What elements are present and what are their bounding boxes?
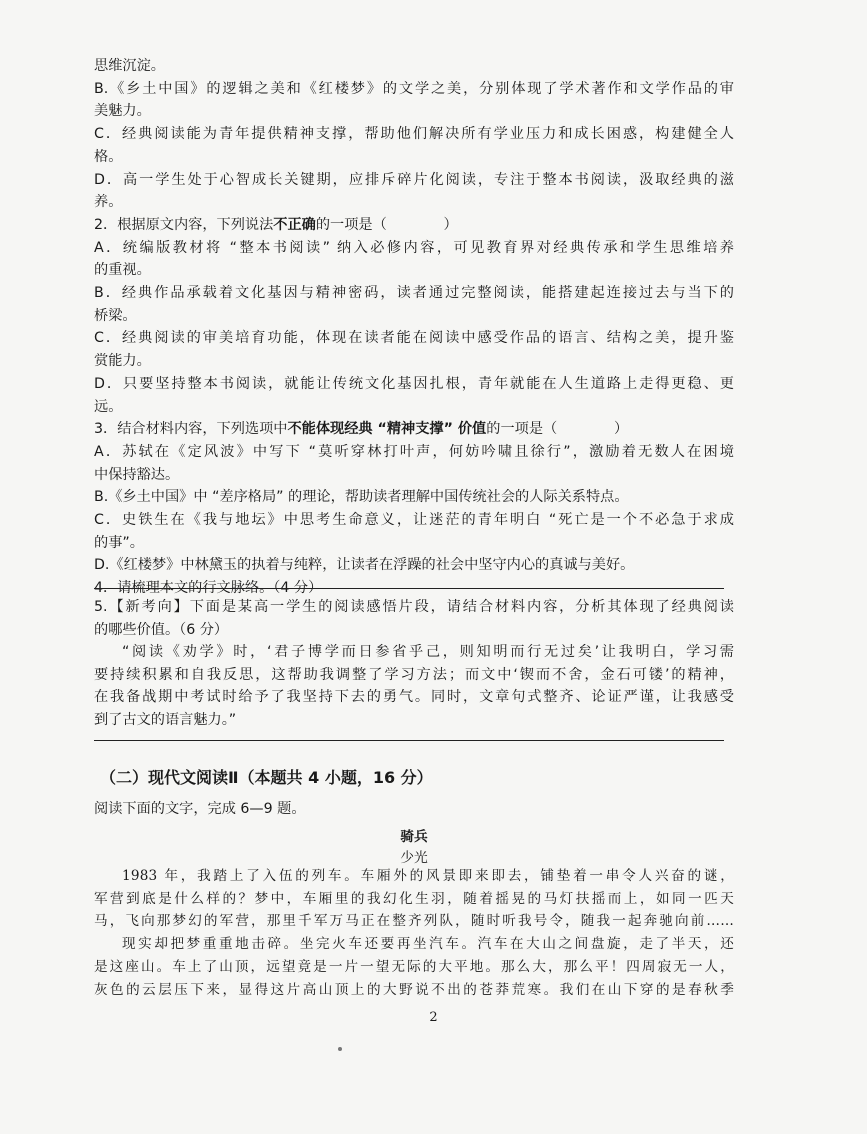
text-line xyxy=(94,418,734,440)
text-line: D．高一学生处于心智成长关键期，应排斥碎片化阅读，专注于整本书阅读，汲取经典的滋 xyxy=(94,171,734,188)
question-text: 2．根据原文内容，下列说法 xyxy=(94,216,274,233)
text-line: 在我备战期中考试时给予了我坚持下去的勇气。同时，文章句式整齐、论证严谨，让我感受 xyxy=(94,689,734,705)
text-line: D.《红楼梦》中林黛玉的执着与纯粹，让读者在浮躁的社会中坚守内心的真诚与美好。 xyxy=(94,557,635,574)
text-line: A．苏轼在《定风波》中写下 “莫听穿林打叶声，何妨吟啸且徐行”，激励着无数人在困境 xyxy=(94,443,734,460)
text-line: 中保持豁达。 xyxy=(94,466,180,483)
question-text: 的一项是（ ） xyxy=(315,216,458,233)
text-line: 的重视。 xyxy=(94,262,151,279)
text-line: “阅读《劝学》时，‘君子博学而日参省乎己，则知明而行无过矣’让我明白，学习需 xyxy=(122,644,734,660)
text-line: 现实却把梦重重地击碎。坐完火车还要再坐汽车。汽车在大山之间盘旋，走了半天，还 xyxy=(122,936,734,953)
text-line: C．经典阅读的审美培育功能，体现在读者能在阅读中感受作品的语言、结构之美，提升鉴 xyxy=(94,330,734,347)
scan-speck xyxy=(338,1047,342,1051)
text-line: 的哪些价值。（6 分） xyxy=(94,621,229,638)
text-line: 赏能力。 xyxy=(94,353,151,370)
article-author: 少光 xyxy=(400,850,428,866)
text-line: 到了古文的语言魅力。” xyxy=(94,711,237,728)
text-line: 格。 xyxy=(94,148,123,165)
text-line: 思维沉淀。 xyxy=(94,58,165,74)
text-line xyxy=(94,214,734,236)
text-line: 桥梁。 xyxy=(94,307,137,324)
text-line: 美魅力。 xyxy=(94,103,151,120)
text-line: B.《乡土中国》的逻辑之美和《红楼梦》的文学之美，分别体现了学术著作和文学作品的审 xyxy=(94,80,734,97)
text-line: 5.【新考向】下面是某高一学生的阅读感悟片段，请结合材料内容，分析其体现了经典阅读 xyxy=(94,599,734,615)
text-line: 养。 xyxy=(94,194,123,211)
question-text: 的一项是（ ） xyxy=(486,421,629,438)
text-line: 远。 xyxy=(94,398,123,415)
emphasis-text: 不能体现经典 “精神支撑” 价值 xyxy=(287,421,487,438)
emphasis-text: 不正确 xyxy=(273,216,316,233)
page-number: 2 xyxy=(429,1010,438,1025)
text-line: B.《乡土中国》中 “差序格局” 的理论，帮助读者理解中国传统社会的人际关系特点。 xyxy=(94,489,629,506)
text-line: 是这座山。车上了山顶，远望竟是一片一望无际的大平地。那么大，那么平！四周寂无一人， xyxy=(94,958,734,975)
section-instruction: 阅读下面的文字，完成 6—9 题。 xyxy=(94,801,306,817)
text-line: 1983 年，我踏上了入伍的列车。车厢外的风景即来即去，铺垫着一串令人兴奋的谜， xyxy=(122,868,734,884)
text-line: 的事”。 xyxy=(94,534,144,551)
text-line: 要持续积累和自我反思，这帮助我调整了学习方法；而文中‘锲而不舍，金石可镂’的精神， xyxy=(94,666,734,683)
article-title: 骑兵 xyxy=(400,829,428,845)
answer-line xyxy=(94,740,724,741)
text-line: 马，飞向那梦幻的军营，那里千军万马正在整齐列队，随时听我号令，随我一起奔驰向前…… xyxy=(94,913,734,930)
text-line: C．经典阅读能为青年提供精神支撑，帮助他们解决所有学业压力和成长困惑，构建健全人 xyxy=(94,126,734,143)
text-line: C．史铁生在《我与地坛》中思考生命意义，让迷茫的青年明白 “死亡是一个不必急于求成 xyxy=(94,512,734,528)
answer-line xyxy=(94,588,724,589)
text-line: 军营到底是什么样的？梦中，车厢里的我幻化生羽，随着摇晃的马灯扶摇而上，如同一匹天 xyxy=(94,890,734,907)
text-line: A．统编版教材将 “整本书阅读” 纳入必修内容，可见教育界对经典传承和学生思维培养 xyxy=(94,239,734,256)
text-line: 灰色的云层压下来，显得这片高山顶上的大野说不出的苍莽荒寒。我们在山下穿的是春秋季 xyxy=(94,981,734,998)
text-line: B．经典作品承载着文化基因与精神密码，读者通过完整阅读，能搭建起连接过去与当下的 xyxy=(94,285,734,301)
question-text: 3．结合材料内容，下列选项中 xyxy=(94,421,288,438)
section-title: （二）现代文阅读Ⅱ（本题共 4 小题，16 分） xyxy=(100,768,433,787)
text-line: D．只要坚持整本书阅读，就能让传统文化基因扎根，青年就能在人生道路上走得更稳、更 xyxy=(94,375,734,392)
text-line: 4．请梳理本文的行文脉络。（4 分） xyxy=(94,580,323,597)
